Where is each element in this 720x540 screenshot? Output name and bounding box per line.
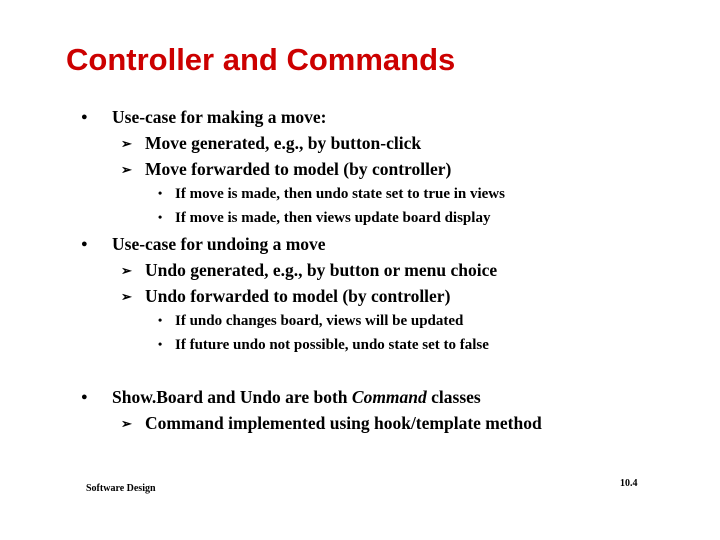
bullet-3-text-after: classes: [426, 387, 481, 407]
arrow-bullet-icon: ➢: [121, 416, 132, 431]
bullet-circle-icon: ●: [81, 111, 88, 123]
bullet-1-subsub-1: [158, 186, 505, 203]
bullet-3-sub-1-text: Command implemented using hook/template method: [145, 413, 542, 433]
bullet-2-sub-2-text: Undo forwarded to model (by controller): [145, 286, 451, 306]
bullet-2-subsub-1-text: If undo changes board, views will be updated: [175, 313, 464, 329]
bullet-2-subsub-1: [158, 313, 464, 330]
bullet-1-sub-1-text: Move generated, e.g., by button-click: [145, 133, 422, 153]
bullet-2-subsub-2: [158, 337, 489, 354]
bullet-1-text: Use-case for making a move:: [112, 107, 327, 127]
bullet-3-text-emph: Command: [351, 387, 427, 407]
arrow-bullet-icon: ➢: [121, 136, 132, 151]
bullet-2-sub-2: [121, 286, 451, 307]
page-title: Controller and Commands: [66, 42, 456, 77]
bullet-2-subsub-2-text: If future undo not possible, undo state set to false: [175, 337, 489, 353]
bullet-1-sub-2: [121, 159, 452, 180]
bullet-1-subsub-2: [158, 210, 491, 227]
footer-page-number: 10.4: [620, 478, 638, 489]
arrow-bullet-icon: ➢: [121, 263, 132, 278]
bullet-3: [81, 387, 481, 408]
bullet-1: [81, 107, 327, 128]
footer-course-name: Software Design: [86, 483, 156, 494]
bullet-1-subsub-2-text: If move is made, then views update board display: [175, 210, 491, 226]
bullet-circle-icon: ●: [81, 391, 88, 403]
bullet-1-sub-2-text: Move forwarded to model (by controller): [145, 159, 452, 179]
bullet-1-sub-1: [121, 133, 422, 154]
bullet-3-text-before: Show.Board and Undo are both: [112, 387, 352, 407]
bullet-2-text: Use-case for undoing a move: [112, 234, 326, 254]
dot-bullet-icon: •: [158, 337, 163, 351]
dot-bullet-icon: •: [158, 210, 163, 224]
bullet-3-sub-1: [121, 413, 542, 434]
bullet-2-sub-1: [121, 260, 498, 281]
bullet-1-subsub-1-text: If move is made, then undo state set to true in views: [175, 186, 505, 202]
dot-bullet-icon: •: [158, 186, 163, 200]
bullet-circle-icon: ●: [81, 238, 88, 250]
arrow-bullet-icon: ➢: [121, 289, 132, 304]
dot-bullet-icon: •: [158, 313, 163, 327]
arrow-bullet-icon: ➢: [121, 162, 132, 177]
bullet-2: [81, 234, 326, 255]
bullet-2-sub-1-text: Undo generated, e.g., by button or menu choice: [145, 260, 498, 280]
